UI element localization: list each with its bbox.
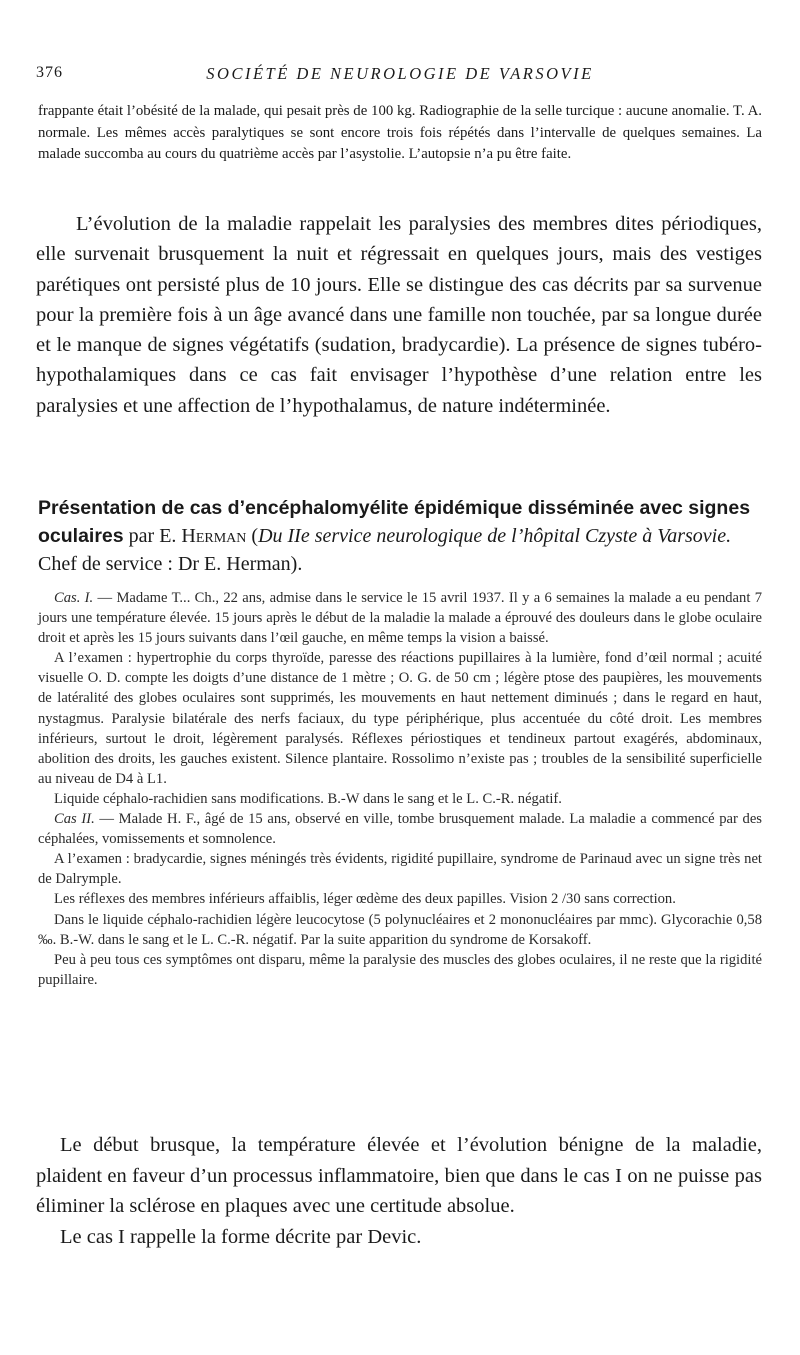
case2-exam: A l’examen : bradycardie, signes méningés très évidents, rigidité pupillaire, syndrome de Parinaud avec un signe très net de Dalrymple. (38, 851, 762, 888)
article-par: par (128, 524, 155, 547)
article-title: Présentation de cas d’encéphalomyélite épidémique disséminée avec signes oculaires (38, 497, 751, 547)
article-heading (38, 495, 766, 578)
case2-text: — Malade H. F., âgé de 15 ans, observé en ville, tombe brusquement malade. La maladie a commencé par des céphalées, vomissements et somnolence. (38, 811, 762, 848)
case1-csf: Liquide céphalo-rachidien sans modifications. B.-W dans le sang et le L. C.-R. négatif. (54, 790, 562, 807)
closing-paragraph-1: Le début brusque, la température élevée et l’évolution bénigne de la maladie, plaident en faveur d’un processus inflammatoire, bien que dans le cas I on ne puisse pas éliminer la sclérose en plaques avec une certitude absolue. (36, 1134, 762, 1217)
case2-label: Cas II. (54, 811, 95, 828)
case1-label: Cas. I. (54, 590, 94, 606)
case2-reflexes: Les réflexes des membres inférieurs affaiblis, léger œdème des deux papilles. Vision 2 /30 sans correction. (54, 891, 676, 908)
affiliation-open: ( (251, 524, 259, 547)
discussion-paragraph: L’évolution de la maladie rappelait les paralysies des membres dites périodiques, elle survenait brusquement la nuit et régressait en quelques jours, mais des vestiges parétiques ont persisté plus de 10 jours. Elle se distingue des cas décrits par sa survenue pour la première fois à un âge avancé dans une famille non touchée, par sa longue durée et le manque de signes végétatifs (sudation, bradycardie). La présence de signes tubéro-hypothalamiques dans ce cas fait envisager l’hypothèse d’une relation entre les paralysies et une affection de l’hypothalamus, de nature indéterminée. (36, 213, 762, 417)
closing-paragraph-2: Le cas I rappelle la forme décrite par Devic. (60, 1225, 422, 1248)
case2-csf: Dans le liquide céphalo-rachidien légère leucocytose (5 polynucléaires et 2 mononucléaires par mmc). Glycorachie 0,58 ‰. B.-W. dans le sang et le L. C.-R. négatif. Par la suite apparition du syndrome de Korsakoff. (38, 911, 762, 948)
page-number: 376 (36, 64, 63, 81)
running-head (36, 64, 764, 86)
case1-text: — Madame T... Ch., 22 ans, admise dans le service le 15 avril 1937. Il y a 6 semaines la malade a eu pendant 7 jours une température élevée. 15 jours après le début de la maladie la malade a éprouvé des douleurs dans le globe oculaire droit et après les 15 jours suivants dans l’œil gauche, en même temps la vision a baissé. (38, 590, 763, 647)
case1-intro (38, 588, 762, 648)
journal-title: SOCIÉTÉ DE NEUROLOGIE DE VARSOVIE (206, 64, 594, 83)
case1-exam: A l’examen : hypertrophie du corps thyroïde, paresse des réactions pupillaires à la lumière, fond d’œil normal ; acuité visuelle O. D. compte les doigts d’une distance de 1 mètre ; O. G. de 50 cm ; légère ptose des paupières, les mouvements de latéralité des globes oculaires sont supprimés, les mouvements en haut nettement diminués ; dans le regard en haut, nystagmus. Paralysie bilatérale des nerfs faciaux, du type périphérique, plus accentuée du côté droit. Les membres inférieurs, surtout le droit, légèrement paralysés. Réflexes périostiques et tendineux partout exagérés, abdominaux, abolition des droits, les gauches existent. Silence plantaire. Rossolimo n’existe pas ; troubles de la sensibilité superficielle au niveau de D4 à L1. (38, 650, 762, 787)
case2-outcome: Peu à peu tous ces symptômes ont disparu, même la paralysie des muscles des globes oculaires, il ne reste que la rigidité pupillaire. (38, 951, 762, 988)
top-paragraph: frappante était l’obésité de la malade, qui pesait près de 100 kg. Radiographie de la selle turcique : aucune anomalie. T. A. normale. Les mêmes accès paralytiques se sont encore trois fois répétés dans l’intervalle de quelques semaines. La malade succomba au cours du quatrième accès par l’asystolie. L’autopsie n’a pu être faite. (38, 103, 762, 162)
top-paragraph-block (38, 101, 762, 166)
discussion-block (36, 209, 762, 421)
case2-intro (38, 809, 762, 849)
article-chef: Chef de service : Dr E. Herman). (38, 552, 303, 575)
article-affiliation: Du IIe service neurologique de l’hôpital Czyste à Varsovie. (258, 524, 732, 547)
article-author: E. Herman (159, 524, 247, 547)
case-report-block (38, 588, 762, 990)
closing-block (36, 1130, 762, 1252)
